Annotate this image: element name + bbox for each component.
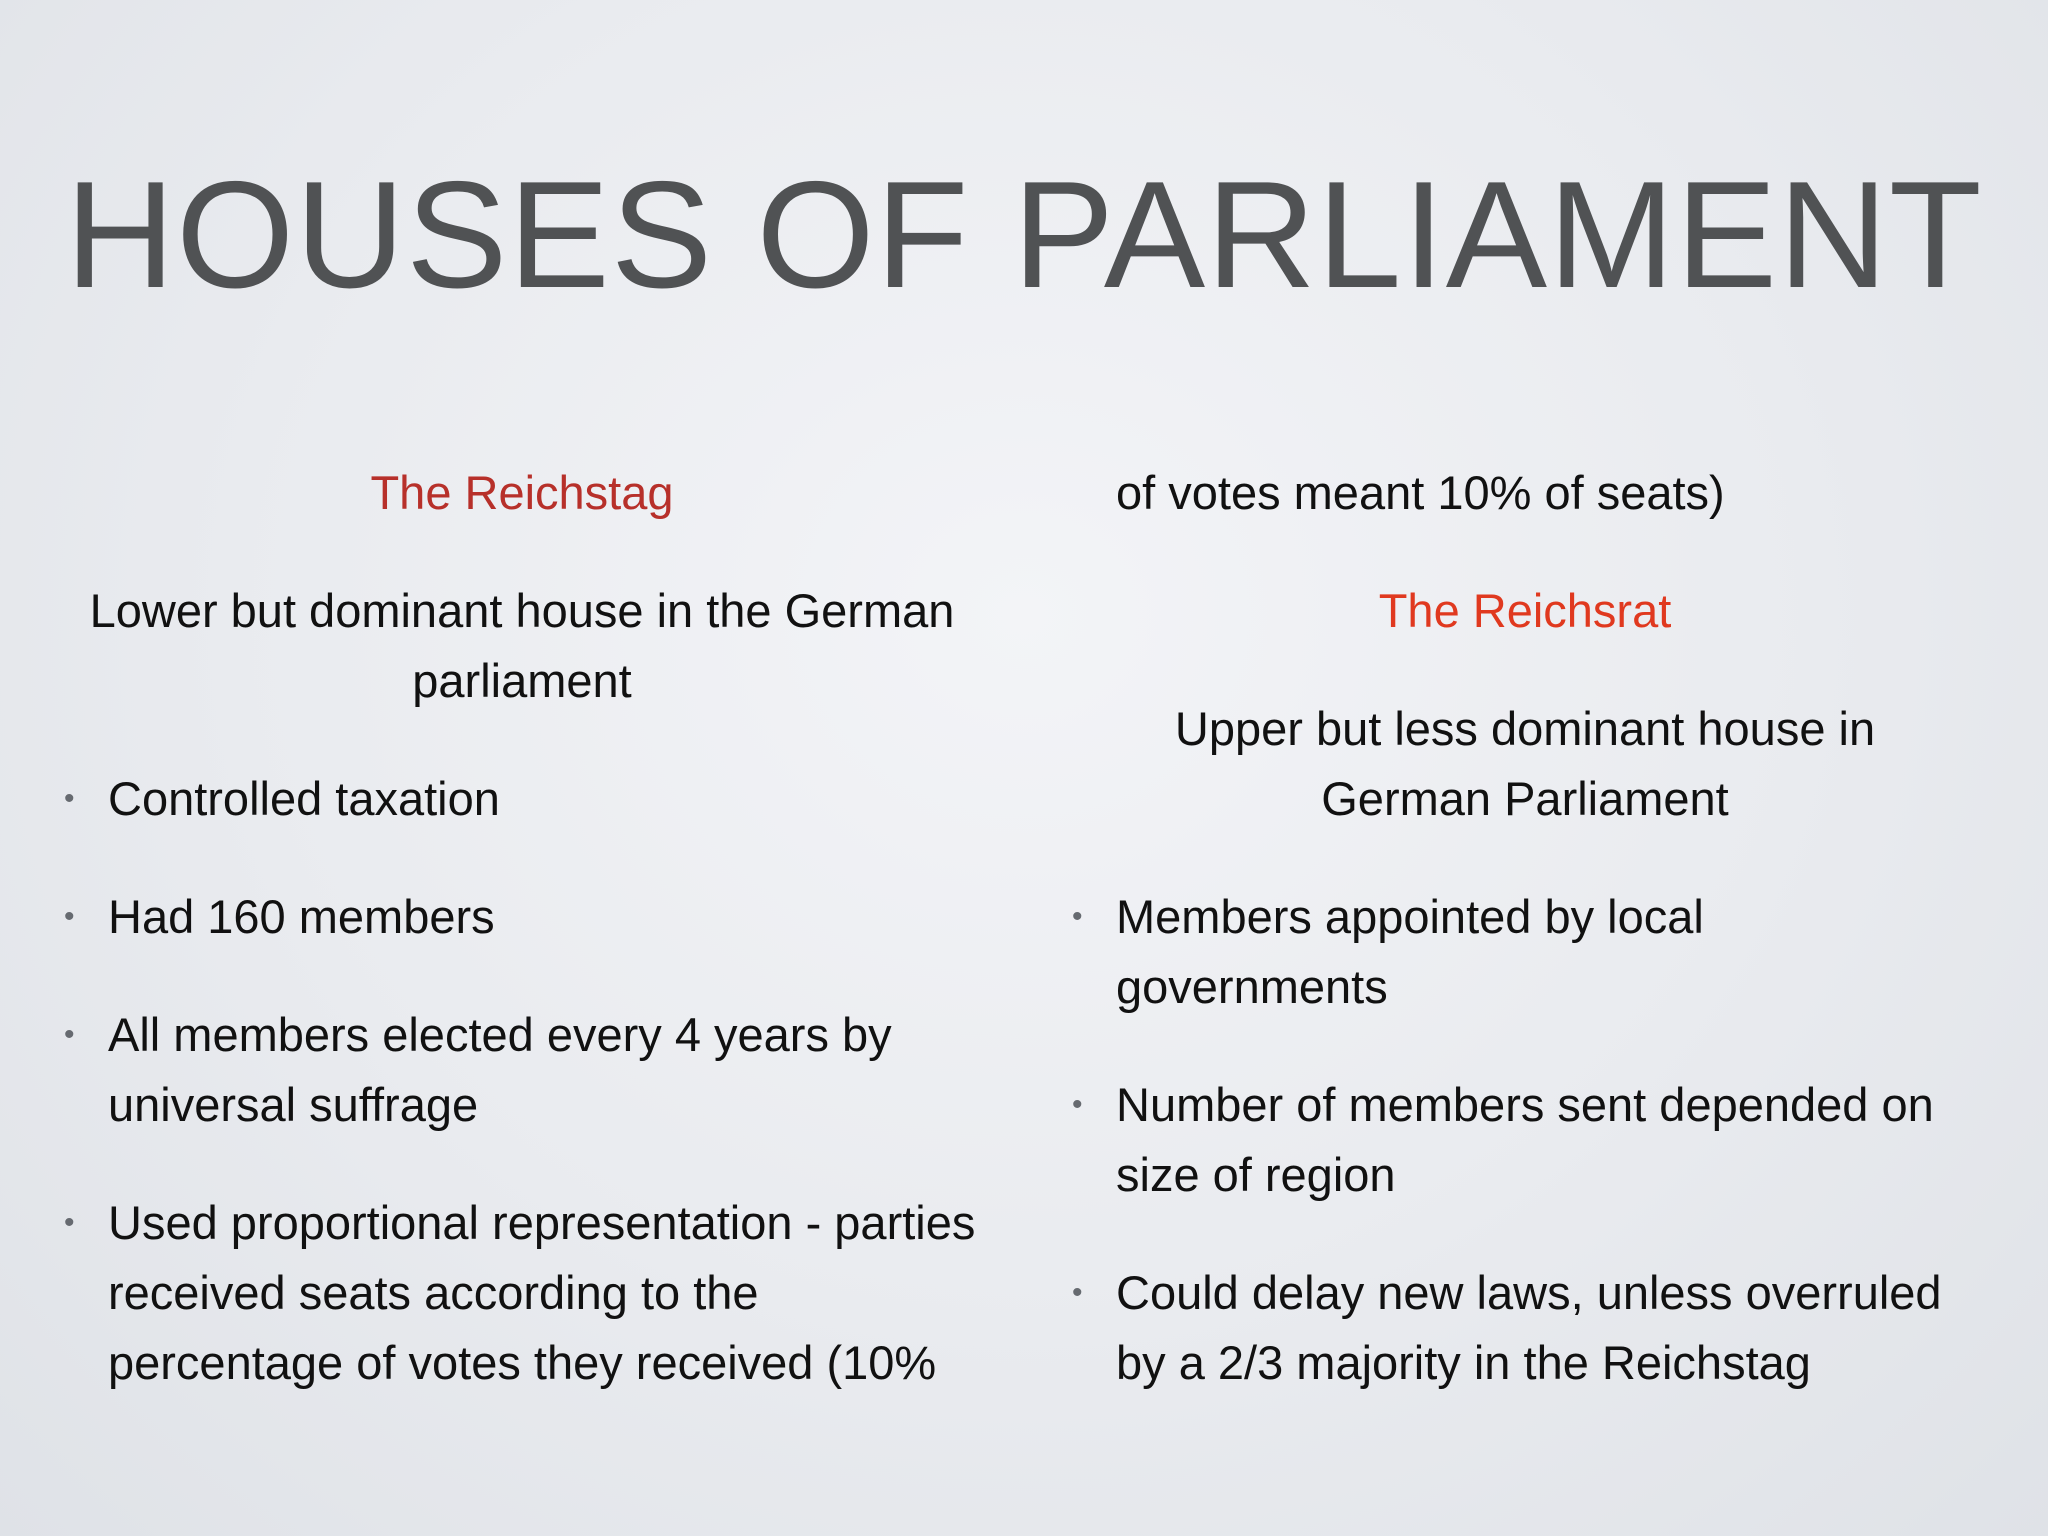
list-item xyxy=(62,764,982,834)
bullet-icon: • xyxy=(64,1206,75,1239)
bullet-icon: • xyxy=(1072,1276,1083,1309)
reichsrat-heading: The Reichsrat xyxy=(1378,584,1672,637)
reichstag-heading: The Reichstag xyxy=(370,466,674,519)
reichsrat-description-line-1: Upper but less dominant house in xyxy=(1174,702,1876,755)
list-item xyxy=(1070,1258,1980,1398)
reichsrat-description-line-2: German Parliament xyxy=(1321,772,1729,825)
bullet-icon: • xyxy=(64,782,75,815)
reichstag-bullet-text: All members elected every 4 years by universal suffrage xyxy=(108,1008,892,1131)
reichstag-bullet-text: Controlled taxation xyxy=(108,772,500,825)
reichsrat-bullet-text: Could delay new laws, unless overruled by a 2/3 majority in the Reichstag xyxy=(1116,1266,1942,1389)
reichstag-bullet-list xyxy=(62,764,982,1398)
list-item xyxy=(1070,1070,1980,1210)
bullet-icon: • xyxy=(64,1018,75,1051)
reichstag-description-line-1: Lower but dominant house in the German xyxy=(89,584,955,637)
slide-title: HOUSES OF PARLIAMENT xyxy=(65,150,1983,320)
list-item xyxy=(62,1000,982,1140)
left-column-reichstag xyxy=(62,458,982,1446)
reichsrat-bullet-text: Members appointed by local governments xyxy=(1116,890,1704,1013)
list-item xyxy=(1070,882,1980,1022)
reichstag-bullet-text: Had 160 members xyxy=(108,890,495,943)
reichstag-bullet-text: Used proportional representation - parties received seats according to the percentage of votes they received (10% xyxy=(108,1196,976,1389)
right-column-reichsrat xyxy=(1070,458,1980,1446)
list-item xyxy=(62,1188,982,1398)
reichstag-description-line-2: parliament xyxy=(412,654,632,707)
bullet-icon: • xyxy=(1072,900,1083,933)
reichsrat-bullet-list xyxy=(1070,882,1980,1398)
reichsrat-bullet-text: Number of members sent depended on size of region xyxy=(1116,1078,1934,1201)
list-item xyxy=(62,882,982,952)
bullet-icon: • xyxy=(1072,1088,1083,1121)
reichstag-bullet-continuation: of votes meant 10% of seats) xyxy=(1116,466,1725,519)
bullet-icon: • xyxy=(64,900,75,933)
